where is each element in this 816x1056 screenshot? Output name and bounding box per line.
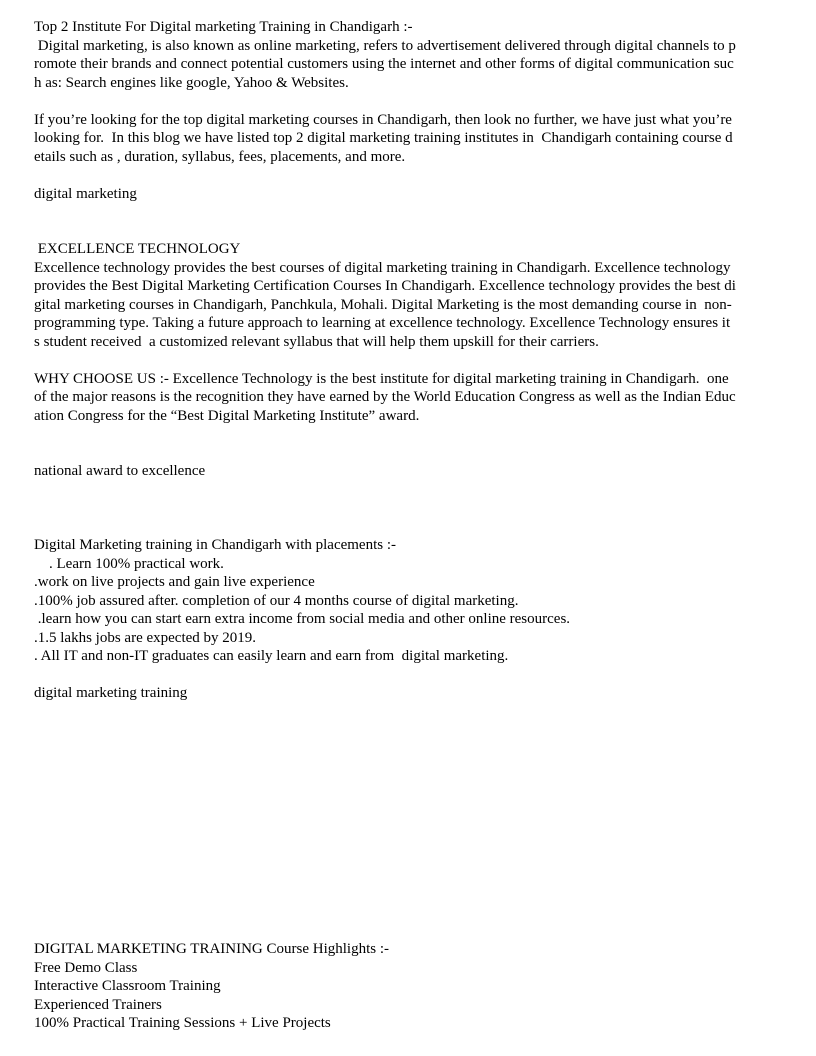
list-item: 100% Practical Training Sessions + Live Projects [34,1015,331,1031]
course-highlights [34,940,784,1033]
image-alt-text: national award to excellence [34,463,206,479]
why-choose-line: ation Congress for the “Best Digital Marketing Institute” award. [34,407,420,424]
why-choose-line: WHY CHOOSE US :- Excellence Technology is the best institute for digital marketing training in Chandigarh. one [34,370,729,387]
intro-paragraph-line: romote their brands and connect potential customers using the internet and other forms of digital communication suc [34,56,734,72]
list-item: .work on live projects and gain live experience [34,574,315,590]
excellence-paragraph-line: programming type. Taking a future approach to learning at excellence technology. Excellence Technology ensures it [34,315,731,331]
list-item: .learn how you can start earn extra income from social media and other online resources. [34,611,571,627]
list-item: .1.5 lakhs jobs are expected by 2019. [34,629,257,646]
section-heading: DIGITAL MARKETING TRAINING Course Highlights :- [34,941,390,957]
intro-paragraph-line: looking for. In this blog we have listed top 2 digital marketing training institutes in Chandigarh containing course d [34,130,733,146]
list-item: .100% job assured after. completion of our 4 months course of digital marketing. [34,592,519,609]
section-heading: Digital Marketing training in Chandigarh with placements :- [34,537,396,553]
why-choose-line: of the major reasons is the recognition they have earned by the World Education Congress as well as the Indian Educ [34,389,736,405]
document-page [34,18,784,703]
list-item: . Learn 100% practical work. [34,555,224,572]
intro-paragraph-line: Digital marketing, is also known as online marketing, refers to advertisement delivered through digital channels to p [34,37,736,54]
intro-paragraph-line: h as: Search engines like google, Yahoo & Websites. [34,74,349,91]
list-item: Experienced Trainers [34,996,162,1013]
excellence-paragraph-line: gital marketing courses in Chandigarh, Panchkula, Mohali. Digital Marketing is the most demanding course in non- [34,296,732,313]
list-item: Free Demo Class [34,959,138,976]
intro-paragraph-line: If you’re looking for the top digital marketing courses in Chandigarh, then look no further, we have just what you’re [34,111,732,128]
excellence-paragraph-line: s student received a customized relevant syllabus that will help them upskill for their carriers. [34,333,599,350]
image-alt-text: digital marketing training [34,685,188,701]
excellence-paragraph-line: provides the Best Digital Marketing Certification Courses In Chandigarh. Excellence technology provides the best di [34,278,736,294]
excellence-paragraph-line: Excellence technology provides the best courses of digital marketing training in Chandigarh. Excellence technology [34,259,731,276]
list-item: . All IT and non-IT graduates can easily learn and earn from digital marketing. [34,648,509,664]
page-title: Top 2 Institute For Digital marketing Training in Chandigarh :- [34,19,413,35]
image-alt-text: digital marketing [34,185,137,202]
intro-paragraph-line: etails such as , duration, syllabus, fees, placements, and more. [34,148,406,165]
list-item: Interactive Classroom Training [34,978,221,994]
section-heading: EXCELLENCE TECHNOLOGY [34,241,241,257]
